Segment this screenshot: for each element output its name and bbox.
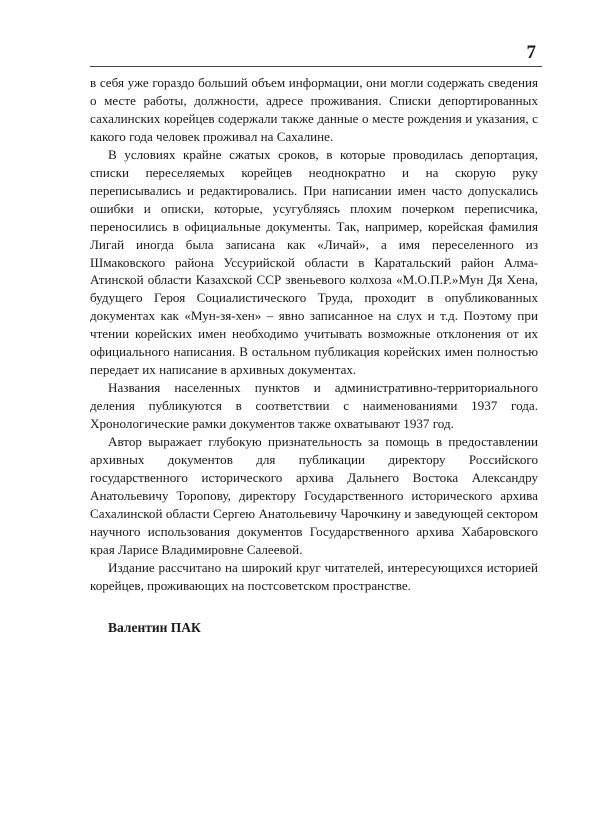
paragraph-4: Автор выражает глубокую признательность за помощь в предоставлении архивных документов для публикации директору Российского государственного исторического архива Дальнего Востока Александру Анатольевичу Торопову, директору Государственного исторического архива Сахалинской области Сергею Анатольевичу Чарочкину и заведующей сектором научного использования документов Государственного архива Хабаровского края Ларисе Владимировне Салеевой. — [90, 434, 538, 557]
body-text — [90, 74, 538, 595]
paragraph-2: В условиях крайне сжатых сроков, в которые проводилась депортация, списки переселяемых корейцев неоднократно и на скорую руку переписывались и редактировались. При написании имен часто допускались ошибки и описки, которые, усугубляясь плохим почерком переписчика, переносились в официальные документы. Так, например, корейская фамилия Лигай иногда была записана как «Личай», а имя переселенного из Шмаковского района Уссурийской области в Каратальский район Алма-Атинской области Казахской ССР звеньевого колхоза «М.О.П.Р.»Мун Дя Хена, будущего Героя Социалистического Труда, проходит в опубликованных документах как «Мун-зя-хен» – явно записанное на слух и т.д. Поэтому при чтении корейских имен необходимо учитывать возможные отклонения от их официального написания. В остальном публикация корейских имен полностью передает их написание в архивных документах. — [90, 146, 538, 378]
paragraph-1: в себя уже гораздо больший объем информации, они могли содержать сведения о месте работы, должности, адресе проживания. Списки депортированных сахалинских корейцев содержали также данные о месте рождения и указания, с какого года человек проживал на Сахалине. — [90, 75, 538, 144]
paragraph-3: Названия населенных пунктов и административно-территориального деления публикуются в соответствии с наименованиями 1937 года. Хронологические рамки документов также охватывают 1937 год. — [90, 380, 538, 432]
page-number: 7 — [526, 42, 536, 63]
header-rule — [90, 66, 542, 67]
author-signature: Валентин ПАК — [108, 620, 201, 635]
paragraph-5: Издание рассчитано на широкий круг читателей, интересующихся историей корейцев, проживающих на постсоветском пространстве. — [90, 559, 538, 593]
